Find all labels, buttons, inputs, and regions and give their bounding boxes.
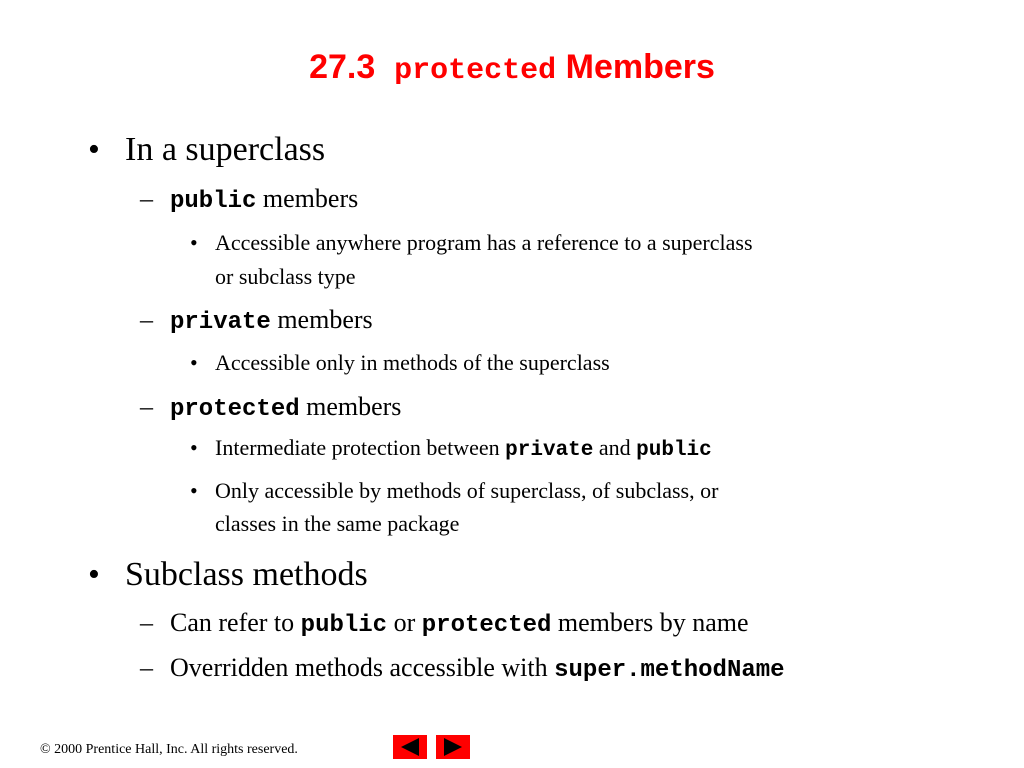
subbullet-protected — [170, 392, 401, 423]
code-protected: protected — [170, 396, 300, 423]
public-detail-line2: or subclass type — [215, 264, 356, 289]
protected-detail1-prefix: Intermediate protection between — [215, 435, 500, 460]
subclass-item1-or: or — [393, 608, 416, 637]
bullet-icon: • — [88, 556, 100, 593]
bullet-superclass: In a superclass — [125, 131, 326, 168]
public-members-text: members — [262, 184, 359, 213]
code-public-sub: public — [300, 612, 388, 639]
title-code: protected — [394, 54, 557, 88]
private-members-text: members — [277, 305, 373, 334]
subbullet-public — [170, 184, 358, 215]
subclass-item1 — [170, 608, 749, 639]
protected-members-text: members — [306, 392, 402, 421]
prev-slide-button[interactable] — [393, 735, 427, 759]
subbullet-private — [170, 305, 373, 336]
bullet-subclass: Subclass methods — [125, 556, 368, 593]
title-number: 27.3 — [309, 48, 376, 86]
protected-detail2-line2: classes in the same package — [215, 511, 460, 536]
private-detail: Accessible only in methods of the superclass — [215, 350, 610, 375]
code-private: private — [170, 309, 271, 336]
subclass-item2 — [170, 653, 785, 684]
code-protected-sub: protected — [421, 612, 552, 639]
dash-icon: – — [140, 184, 153, 213]
bullet-icon: • — [190, 230, 198, 255]
dash-icon: – — [140, 305, 153, 334]
slide-title — [0, 48, 1024, 88]
subclass-item1-suffix: members by name — [557, 608, 749, 637]
code-super-methodname: super.methodName — [554, 657, 785, 684]
protected-detail1-and: and — [598, 435, 631, 460]
subclass-item1-prefix: Can refer to — [170, 608, 295, 637]
public-detail-line1: Accessible anywhere program has a reference to a superclass — [215, 230, 753, 255]
next-slide-button[interactable] — [436, 735, 470, 759]
code-public-inline: public — [636, 439, 712, 462]
code-public: public — [170, 188, 257, 215]
title-word: Members — [565, 48, 715, 86]
bullet-icon: • — [190, 478, 198, 503]
copyright-footer: © 2000 Prentice Hall, Inc. All rights reserved. — [40, 742, 298, 757]
subclass-item2-prefix: Overridden methods accessible with — [170, 653, 548, 682]
dash-icon: – — [140, 392, 153, 421]
dash-icon: – — [140, 608, 153, 637]
bullet-icon: • — [190, 350, 198, 375]
code-private-inline: private — [505, 439, 594, 462]
left-arrow-icon — [393, 735, 427, 759]
protected-detail1 — [215, 435, 712, 462]
protected-detail2-line1: Only accessible by methods of superclass, of subclass, or — [215, 478, 719, 503]
dash-icon: – — [140, 653, 153, 682]
right-arrow-icon — [436, 735, 470, 759]
bullet-icon: • — [190, 435, 198, 460]
bullet-icon: • — [88, 131, 100, 168]
